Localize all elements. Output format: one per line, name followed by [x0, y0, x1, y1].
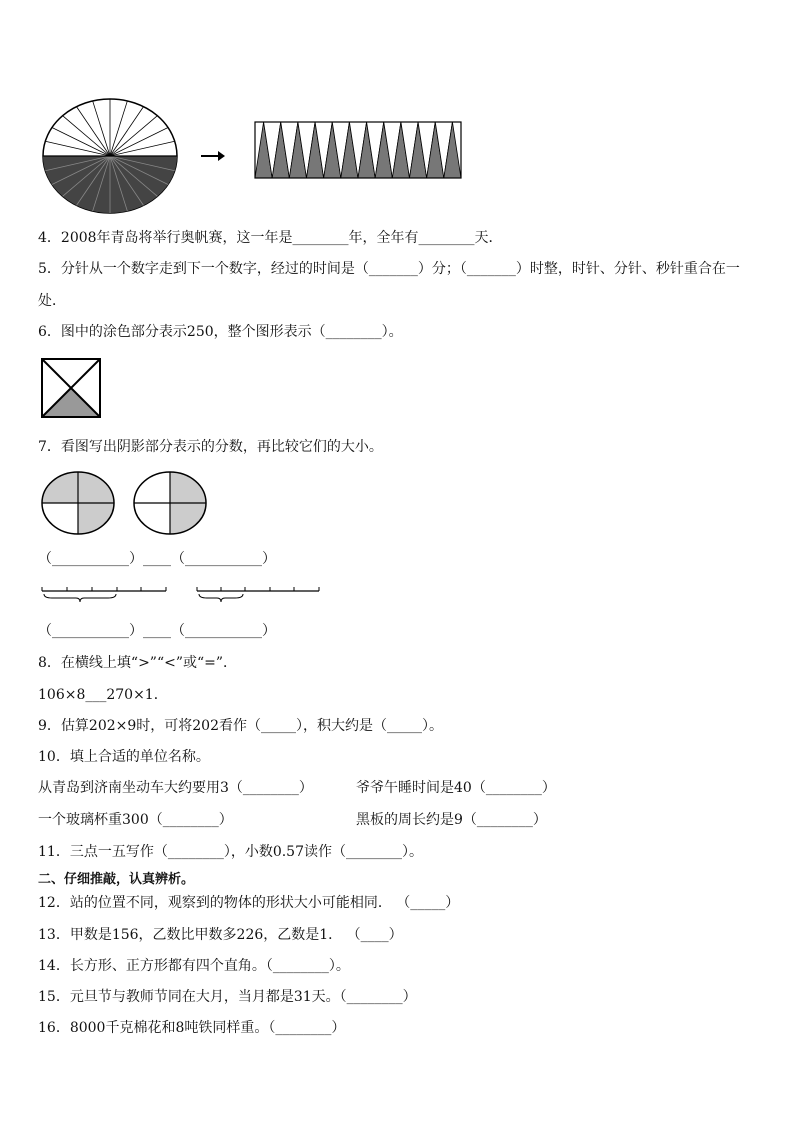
circle-quarters-figure-2: [132, 470, 208, 536]
question-10-d: 黑板的周长约是9（________）: [356, 812, 547, 828]
square-diagonal-figure: [39, 356, 103, 420]
question-7-answer-row-1: （___________）____（___________）: [38, 551, 276, 567]
segment-brace-figure-1: [40, 585, 170, 607]
question-4: 4．2008年青岛将举行奥帆赛，这一年是________年，全年有________天．: [38, 230, 503, 246]
circle-quarters-figure-1: [40, 470, 116, 536]
question-6: 6．图中的涂色部分表示250，整个图形表示（________）。: [38, 324, 403, 340]
question-16: 16．8000千克棉花和8吨铁同样重。（________）: [38, 1020, 346, 1036]
question-14: 14．长方形、正方形都有四个直角。（________）。: [38, 958, 350, 974]
segment-brace-figure-2: [195, 585, 323, 607]
question-5: 5．分针从一个数字走到下一个数字，经过的时间是（_______）分；（_______）时整，时针、分针、秒针重合在一: [38, 261, 740, 277]
circle-sector-figure: [40, 98, 180, 218]
question-10: 10．填上合适的单位名称。: [38, 749, 210, 765]
question-9: 9．估算202×9时，可将202看作（_____），积大约是（_____）。: [38, 718, 443, 734]
question-7: 7．看图写出阴影部分表示的分数，再比较它们的大小。: [38, 439, 383, 455]
arrow-icon: [200, 150, 226, 162]
question-13: 13．甲数是156，乙数比甲数多226，乙数是1． （____）: [38, 927, 403, 943]
rearranged-strip-figure: [253, 120, 465, 180]
question-10-a: 从青岛到济南坐动车大约要用3（________）: [38, 780, 313, 796]
question-8-expression: 106×8___270×1．: [38, 687, 168, 703]
section-heading: 二、仔细推敲，认真辨析。: [38, 872, 195, 887]
question-7-answer-row-2: （___________）____（___________）: [38, 623, 276, 639]
question-11: 11．三点一五写作（________），小数0.57读作（________）。: [38, 844, 423, 860]
question-5-continued: 处．: [38, 293, 66, 309]
question-15: 15．元旦节与教师节同在大月，当月都是31天。（________）: [38, 989, 417, 1005]
question-12: 12．站的位置不同，观察到的物体的形状大小可能相同． （_____）: [38, 895, 460, 911]
question-10-c: 一个玻璃杯重300（________）: [38, 812, 233, 828]
question-10-b: 爷爷午睡时间是40（________）: [356, 780, 556, 796]
question-8: 8．在横线上填“>”“<”或“=”．: [38, 655, 238, 671]
